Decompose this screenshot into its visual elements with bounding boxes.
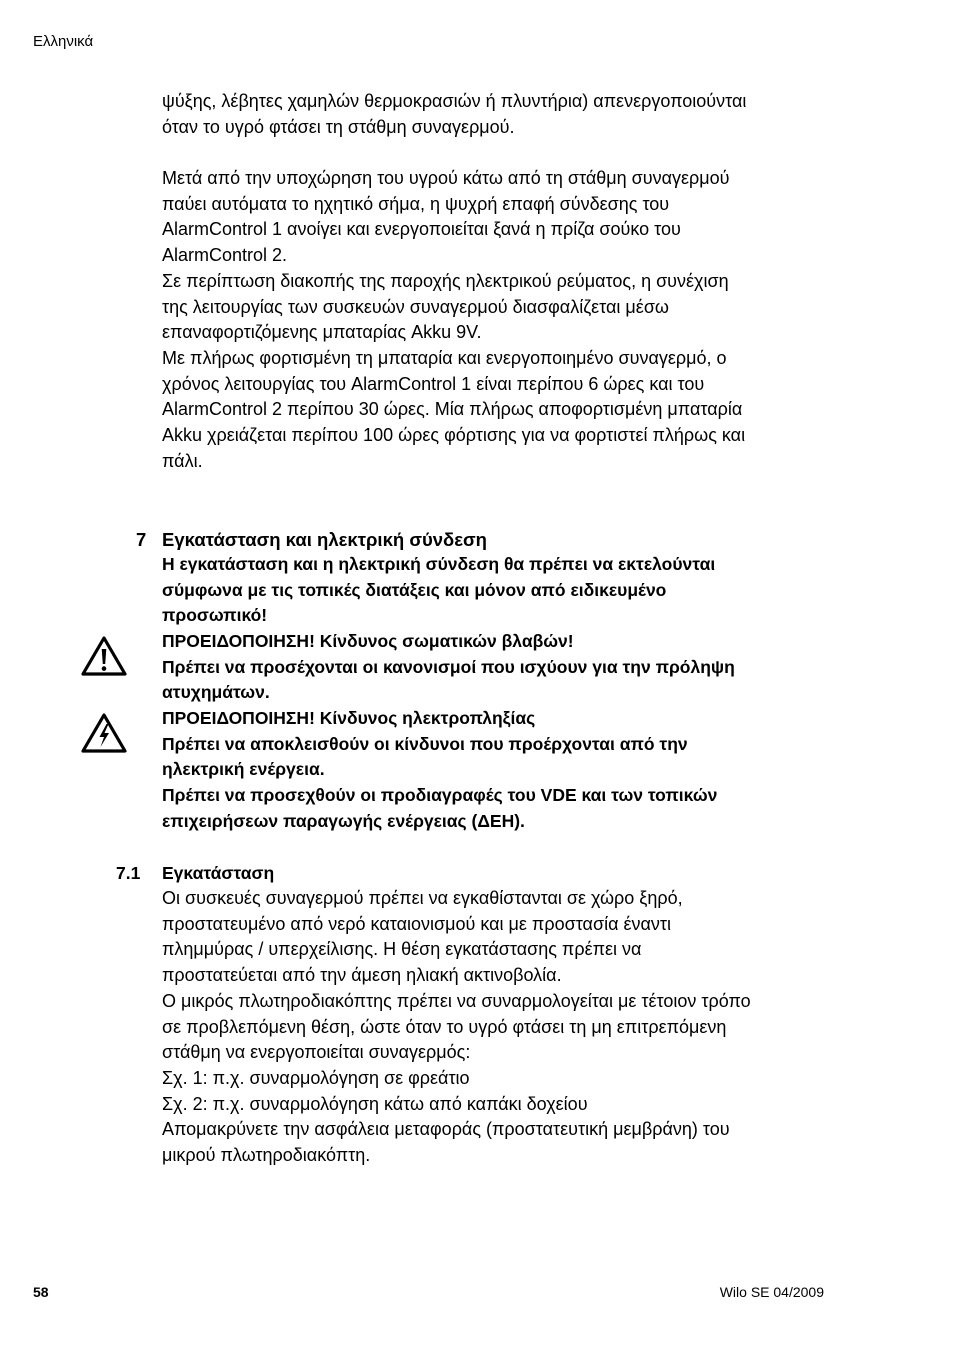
warning-1-text bbox=[162, 629, 842, 706]
text-line: Απομακρύνετε την ασφάλεια μεταφοράς (προστατευτική μεμβράνη) του bbox=[162, 1119, 730, 1140]
text-line: Σχ. 1: π.χ. συναρμολόγηση σε φρεάτιο bbox=[162, 1067, 470, 1088]
text-line: Μετά από την υποχώρηση του υγρού κάτω από τη στάθμη συναγερμού bbox=[162, 168, 730, 188]
section-7-notice bbox=[162, 552, 842, 629]
section-7-1-body bbox=[162, 886, 842, 1169]
intro-paragraph-1 bbox=[162, 89, 842, 140]
text-line: Πρέπει να αποκλεισθούν οι κίνδυνοι που προέρχονται από την bbox=[162, 733, 688, 754]
text-line: AlarmControl 1 ανοίγει και ενεργοποιείται ξανά η πρίζα σούκο του bbox=[162, 219, 681, 240]
section-7-1-title: Εγκατάσταση bbox=[162, 863, 275, 883]
text-line: μικρού πλωτηροδιακόπτη. bbox=[162, 1145, 371, 1166]
warning-2-text bbox=[162, 706, 842, 835]
section-7-1-number: 7.1 bbox=[116, 863, 141, 883]
language-label: Ελληνικά bbox=[33, 33, 94, 50]
text-line: Οι συσκευές συναγερμού πρέπει να εγκαθίστανται σε χώρο ξηρό, bbox=[162, 888, 683, 908]
text-line: προστατεύεται από την άμεση ηλιακή ακτινοβολία. bbox=[162, 965, 562, 986]
text-line: στάθμη να ενεργοποιείται συναγερμός: bbox=[162, 1042, 471, 1063]
text-line: Με πλήρως φορτισμένη τη μπαταρία και ενεργοποιημένο συναγερμό, ο bbox=[162, 347, 727, 368]
text-line: Η εγκατάσταση και η ηλεκτρική σύνδεση θα πρέπει να εκτελούνται bbox=[162, 554, 716, 574]
text-line: ψύξης, λέβητες χαμηλών θερμοκρασιών ή πλυντήρια) απενεργοποιούνται bbox=[162, 91, 747, 111]
section-7-number: 7 bbox=[136, 529, 147, 550]
text-line: σε προβλεπόμενη θέση, ώστε όταν το υγρό φτάσει τη μη επιτρεπόμενη bbox=[162, 1016, 727, 1037]
page-number: 58 bbox=[33, 1284, 49, 1300]
text-line: AlarmControl 2 περίπου 30 ώρες. Μία πλήρως αποφορτισμένη μπαταρία bbox=[162, 399, 743, 420]
intro-paragraph-2 bbox=[162, 166, 842, 474]
text-line: Akku χρειάζεται περίπου 100 ώρες φόρτισης για να φορτιστεί πλήρως και bbox=[162, 425, 746, 446]
text-line: σύμφωνα με τις τοπικές διατάξεις και μόνον από ειδικευμένο bbox=[162, 579, 667, 600]
text-line: ηλεκτρική ενέργεια. bbox=[162, 759, 325, 780]
text-line: ΠΡΟΕΙΔΟΠΟΙΗΣΗ! Κίνδυνος ηλεκτροπληξίας bbox=[162, 708, 536, 728]
text-line: ΠΡΟΕΙΔΟΠΟΙΗΣΗ! Κίνδυνος σωματικών βλαβών! bbox=[162, 631, 574, 651]
text-line: προσωπικό! bbox=[162, 605, 268, 626]
text-line: επιχειρήσεων παραγωγής ενέργειας (ΔΕΗ). bbox=[162, 810, 525, 831]
text-line: Ο μικρός πλωτηροδιακόπτης πρέπει να συναρμολογείται με τέτοιον τρόπο bbox=[162, 990, 751, 1011]
text-line: χρόνος λειτουργίας του AlarmControl 1 είναι περίπου 6 ώρες και του bbox=[162, 373, 705, 394]
text-line: Πρέπει να προσεχθούν οι προδιαγραφές του VDE και των τοπικών bbox=[162, 785, 718, 806]
warning-triangle-icon bbox=[80, 635, 128, 677]
text-line: της λειτουργίας των συσκευών συναγερμού διασφαλίζεται μέσω bbox=[162, 296, 669, 317]
text-line: πλημμύρας / υπερχείλισης. Η θέση εγκατάστασης πρέπει να bbox=[162, 939, 642, 960]
section-7-title: Εγκατάσταση και ηλεκτρική σύνδεση bbox=[162, 529, 487, 550]
text-line: όταν το υγρό φτάσει τη στάθμη συναγερμού. bbox=[162, 116, 515, 137]
text-line: Σχ. 2: π.χ. συναρμολόγηση κάτω από καπάκι δοχείου bbox=[162, 1093, 588, 1114]
text-line: προστατευμένο από νερό καταιονισμού και με προστασία έναντι bbox=[162, 913, 672, 934]
text-line: παύει αυτόματα το ηχητικό σήμα, η ψυχρή επαφή σύνδεσης του bbox=[162, 193, 670, 214]
text-line: πάλι. bbox=[162, 450, 203, 471]
text-line: Σε περίπτωση διακοπής της παροχής ηλεκτρικού ρεύματος, η συνέχιση bbox=[162, 270, 729, 291]
text-line: ατυχημάτων. bbox=[162, 682, 270, 703]
electric-hazard-icon bbox=[80, 712, 128, 754]
text-line: επαναφορτιζόμενης μπαταρίας Akku 9V. bbox=[162, 322, 482, 343]
text-line: Πρέπει να προσέχονται οι κανονισμοί που ισχύουν για την πρόληψη bbox=[162, 656, 735, 677]
footer-brand: Wilo SE 04/2009 bbox=[719, 1284, 824, 1300]
text-line: AlarmControl 2. bbox=[162, 245, 288, 266]
